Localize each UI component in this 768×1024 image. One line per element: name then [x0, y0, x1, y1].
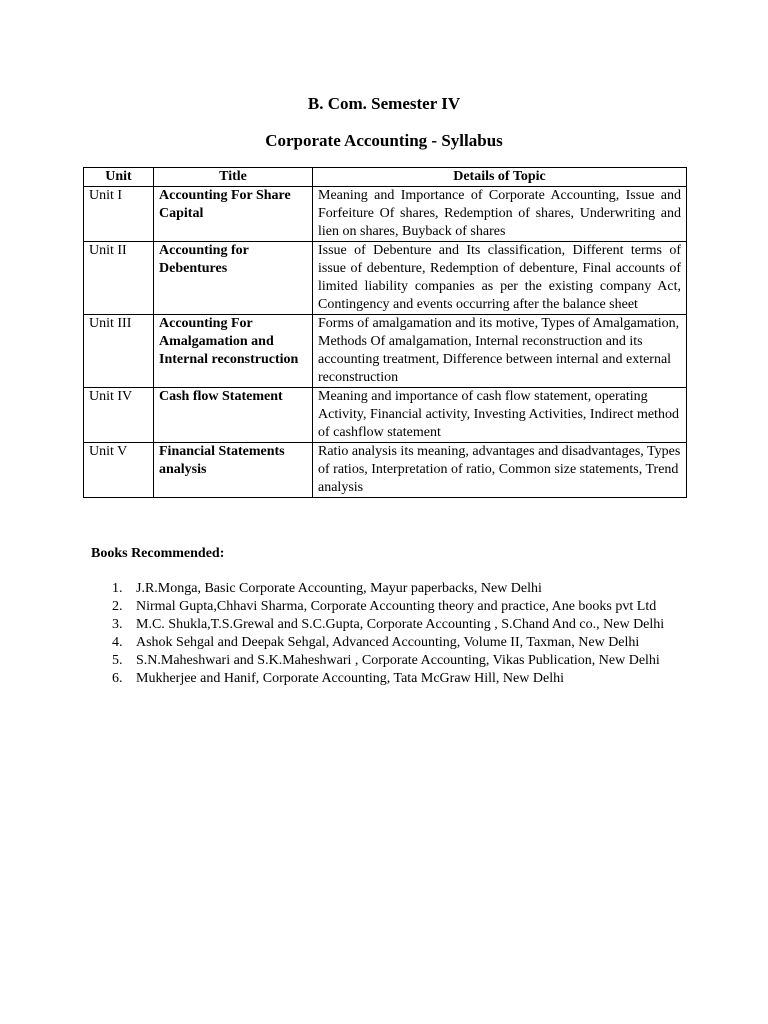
list-item-text: Ashok Sehgal and Deepak Sehgal, Advanced Accounting, Volume II, Taxman, New Delhi [136, 635, 640, 650]
details-cell: Meaning and importance of cash flow statement, operating Activity, Financial activity, Investing Activities, Indirect method of cashflow statement [313, 388, 687, 443]
title-cell: Cash flow Statement [154, 388, 313, 443]
table-row [84, 242, 687, 315]
title-cell: Accounting For Share Capital [154, 187, 313, 242]
list-item-number: 2. [112, 599, 123, 614]
list-item [91, 580, 677, 598]
unit-cell: Unit III [84, 315, 154, 388]
list-item [91, 670, 677, 688]
column-header-unit: Unit [84, 168, 154, 187]
column-header-details: Details of Topic [313, 168, 687, 187]
list-item-number: 4. [112, 635, 123, 650]
books-heading: Books Recommended: [91, 546, 225, 561]
table-row [84, 187, 687, 242]
list-item-number: 3. [112, 617, 123, 632]
table-row [84, 388, 687, 443]
details-cell: Ratio analysis its meaning, advantages and disadvantages, Types of ratios, Interpretation of ratio, Common size statements, Trend analysis [313, 443, 687, 498]
list-item-number: 6. [112, 671, 123, 686]
details-cell: Issue of Debenture and Its classification, Different terms of issue of debenture, Redemption of debenture, Final accounts of limited liability companies as per the existing company Act, Contingency and events occurring after the balance sheet [313, 242, 687, 315]
table-row [84, 443, 687, 498]
unit-cell: Unit II [84, 242, 154, 315]
list-item-text: S.N.Maheshwari and S.K.Maheshwari , Corporate Accounting, Vikas Publication, New Delhi [136, 653, 660, 668]
unit-cell: Unit I [84, 187, 154, 242]
details-cell: Forms of amalgamation and its motive, Types of Amalgamation, Methods Of amalgamation, Internal reconstruction and its accounting treatment, Difference between internal and external reconstruction [313, 315, 687, 388]
list-item-text: M.C. Shukla,T.S.Grewal and S.C.Gupta, Corporate Accounting , S.Chand And co., New Delhi [136, 617, 665, 632]
books-list [91, 580, 677, 688]
list-item-text: Nirmal Gupta,Chhavi Sharma, Corporate Accounting theory and practice, Ane books pvt Ltd [136, 599, 657, 614]
list-item [91, 652, 677, 670]
title-cell: Financial Statements analysis [154, 443, 313, 498]
list-item [91, 616, 677, 634]
title-cell: Accounting For Amalgamation and Internal reconstruction [154, 315, 313, 388]
list-item-text: J.R.Monga, Basic Corporate Accounting, Mayur paperbacks, New Delhi [136, 581, 542, 596]
unit-cell: Unit V [84, 443, 154, 498]
list-item-text: Mukherjee and Hanif, Corporate Accounting, Tata McGraw Hill, New Delhi [136, 671, 564, 686]
table-row [84, 315, 687, 388]
list-item [91, 634, 677, 652]
column-header-title: Title [154, 168, 313, 187]
details-cell: Meaning and Importance of Corporate Accounting, Issue and Forfeiture Of shares, Redemption of shares, Underwriting and lien on shares, Buyback of shares [313, 187, 687, 242]
list-item-number: 1. [112, 581, 123, 596]
unit-cell: Unit IV [84, 388, 154, 443]
page-title: B. Com. Semester IV [307, 94, 461, 113]
syllabus-table [83, 167, 687, 498]
list-item [91, 598, 677, 616]
page-subtitle: Corporate Accounting - Syllabus [265, 131, 503, 150]
table-header-row [84, 168, 687, 187]
list-item-number: 5. [112, 653, 123, 668]
title-cell: Accounting for Debentures [154, 242, 313, 315]
